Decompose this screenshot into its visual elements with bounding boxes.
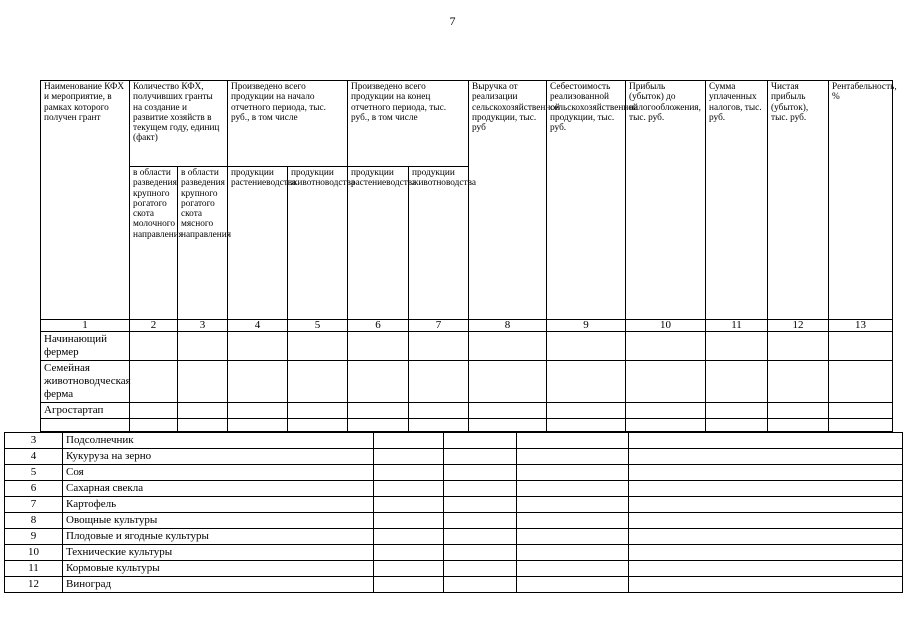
cell bbox=[409, 403, 469, 419]
row-label: Начинающий фермер bbox=[41, 332, 130, 361]
header-end-crop: продукции растениеводства bbox=[348, 167, 409, 320]
header-start-livestock: продукции животноводства bbox=[288, 167, 348, 320]
column-number: 4 bbox=[228, 320, 288, 332]
cell bbox=[444, 449, 517, 465]
header-produced-start: Произведено всего продукции на начало отчетного периода, тыс. руб., в том числе bbox=[228, 81, 348, 167]
crop-row bbox=[5, 481, 903, 497]
cell bbox=[444, 529, 517, 545]
column-number: 7 bbox=[409, 320, 469, 332]
cell bbox=[409, 332, 469, 361]
cell bbox=[348, 332, 409, 361]
cell bbox=[517, 465, 629, 481]
header-net-profit: Чистая прибыль (убыток), тыс. руб. bbox=[768, 81, 829, 320]
crop-row-number: 9 bbox=[5, 529, 63, 545]
cell bbox=[374, 529, 444, 545]
cell bbox=[374, 497, 444, 513]
cell bbox=[228, 332, 288, 361]
cell bbox=[517, 513, 629, 529]
crop-row bbox=[5, 433, 903, 449]
cell bbox=[228, 419, 288, 432]
cell bbox=[829, 403, 893, 419]
column-number: 1 bbox=[41, 320, 130, 332]
header-revenue: Выручка от реализации сельскохозяйственной продукции, тыс. руб bbox=[469, 81, 547, 320]
crop-name: Технические культуры bbox=[63, 545, 374, 561]
cell bbox=[629, 545, 903, 561]
cell bbox=[444, 513, 517, 529]
cell bbox=[228, 361, 288, 403]
header-profitability: Рентабельность, % bbox=[829, 81, 893, 320]
cell bbox=[374, 545, 444, 561]
header-cost: Себестоимость реализованной сельскохозяйственной продукции, тыс. руб. bbox=[547, 81, 626, 320]
cell bbox=[409, 419, 469, 432]
crop-row-number: 11 bbox=[5, 561, 63, 577]
column-number: 2 bbox=[130, 320, 178, 332]
cell bbox=[444, 561, 517, 577]
cell bbox=[444, 481, 517, 497]
cell bbox=[517, 481, 629, 497]
cell bbox=[348, 361, 409, 403]
cell bbox=[626, 332, 706, 361]
crop-name: Плодовые и ягодные культуры bbox=[63, 529, 374, 545]
cell bbox=[517, 545, 629, 561]
cell bbox=[517, 529, 629, 545]
crop-table bbox=[4, 432, 903, 593]
column-number: 11 bbox=[706, 320, 768, 332]
cell bbox=[374, 577, 444, 593]
crop-row bbox=[5, 577, 903, 593]
crop-row bbox=[5, 449, 903, 465]
cell bbox=[517, 561, 629, 577]
cell bbox=[178, 361, 228, 403]
header-count-meat: в области разведения крупного рогатого скота мясного направления bbox=[178, 167, 228, 320]
cell bbox=[348, 403, 409, 419]
column-number: 5 bbox=[288, 320, 348, 332]
crop-row-number: 7 bbox=[5, 497, 63, 513]
cell bbox=[768, 419, 829, 432]
row-label: Агростартап bbox=[41, 403, 130, 419]
header-taxes: Сумма уплаченных налогов, тыс. руб. bbox=[706, 81, 768, 320]
row-label: Семейная животноводческая ферма bbox=[41, 361, 130, 403]
cell bbox=[178, 332, 228, 361]
cell bbox=[629, 481, 903, 497]
cell bbox=[444, 433, 517, 449]
cell bbox=[288, 419, 348, 432]
crop-row-number: 12 bbox=[5, 577, 63, 593]
header-start-crop: продукции растениеводства bbox=[228, 167, 288, 320]
cell bbox=[829, 419, 893, 432]
cell bbox=[130, 332, 178, 361]
cell bbox=[178, 419, 228, 432]
crop-name: Картофель bbox=[63, 497, 374, 513]
crop-name: Сахарная свекла bbox=[63, 481, 374, 497]
cell bbox=[444, 577, 517, 593]
cell bbox=[547, 403, 626, 419]
table-row bbox=[41, 332, 893, 361]
cell bbox=[629, 577, 903, 593]
grant-report-table bbox=[40, 80, 897, 432]
cell bbox=[629, 465, 903, 481]
crop-row bbox=[5, 529, 903, 545]
cell bbox=[626, 403, 706, 419]
crop-name: Подсолнечник bbox=[63, 433, 374, 449]
cell bbox=[374, 465, 444, 481]
cell bbox=[178, 403, 228, 419]
crop-row bbox=[5, 465, 903, 481]
header-profit-before-tax: Прибыль (убыток) до налогообложения, тыс. руб. bbox=[626, 81, 706, 320]
cell bbox=[706, 419, 768, 432]
cell bbox=[288, 332, 348, 361]
cell bbox=[629, 513, 903, 529]
cell bbox=[829, 332, 893, 361]
cell bbox=[517, 577, 629, 593]
table-row bbox=[41, 419, 893, 432]
column-number: 10 bbox=[626, 320, 706, 332]
cell bbox=[130, 361, 178, 403]
header-count: Количество КФХ, получивших гранты на создание и развитие хозяйств в текущем году, единиц (факт) bbox=[130, 81, 228, 167]
column-number-row bbox=[41, 320, 893, 332]
cell bbox=[469, 332, 547, 361]
cell bbox=[409, 361, 469, 403]
crop-row-number: 8 bbox=[5, 513, 63, 529]
column-number: 3 bbox=[178, 320, 228, 332]
cell bbox=[547, 361, 626, 403]
crop-row-number: 4 bbox=[5, 449, 63, 465]
cell bbox=[629, 449, 903, 465]
cell bbox=[706, 332, 768, 361]
cell bbox=[130, 403, 178, 419]
header-name: Наименование КФХ и мероприятие, в рамках которого получен грант bbox=[41, 81, 130, 320]
cell bbox=[374, 449, 444, 465]
cell bbox=[444, 545, 517, 561]
cell bbox=[444, 465, 517, 481]
crop-row bbox=[5, 561, 903, 577]
cell bbox=[706, 403, 768, 419]
cell bbox=[629, 497, 903, 513]
cell bbox=[374, 513, 444, 529]
cell bbox=[768, 403, 829, 419]
header-end-livestock: продукции животноводства bbox=[409, 167, 469, 320]
cell bbox=[469, 361, 547, 403]
crop-row-number: 3 bbox=[5, 433, 63, 449]
crop-name: Кормовые культуры bbox=[63, 561, 374, 577]
cell bbox=[829, 361, 893, 403]
crop-name: Овощные культуры bbox=[63, 513, 374, 529]
header-produced-end: Произведено всего продукции на конец отчетного периода, тыс. руб., в том числе bbox=[348, 81, 469, 167]
crop-name: Виноград bbox=[63, 577, 374, 593]
table-row bbox=[41, 403, 893, 419]
cell bbox=[706, 361, 768, 403]
cell bbox=[626, 419, 706, 432]
crop-row bbox=[5, 497, 903, 513]
cell bbox=[469, 419, 547, 432]
cell bbox=[469, 403, 547, 419]
column-number: 9 bbox=[547, 320, 626, 332]
crop-name: Кукуруза на зерно bbox=[63, 449, 374, 465]
cell bbox=[348, 419, 409, 432]
cell bbox=[517, 449, 629, 465]
cell bbox=[374, 481, 444, 497]
crop-row bbox=[5, 513, 903, 529]
cell bbox=[374, 561, 444, 577]
cell bbox=[629, 561, 903, 577]
page-number: 7 bbox=[449, 14, 456, 28]
cell bbox=[768, 361, 829, 403]
cell bbox=[547, 419, 626, 432]
crop-row-number: 10 bbox=[5, 545, 63, 561]
cell bbox=[374, 433, 444, 449]
cell bbox=[547, 332, 626, 361]
cell bbox=[228, 403, 288, 419]
cell bbox=[629, 529, 903, 545]
column-number: 6 bbox=[348, 320, 409, 332]
cell bbox=[517, 433, 629, 449]
cell bbox=[517, 497, 629, 513]
header-count-dairy: в области разведения крупного рогатого скота молочного направления bbox=[130, 167, 178, 320]
cell bbox=[288, 403, 348, 419]
cell bbox=[130, 419, 178, 432]
cell bbox=[629, 433, 903, 449]
cell bbox=[288, 361, 348, 403]
column-number: 12 bbox=[768, 320, 829, 332]
cell bbox=[626, 361, 706, 403]
cell bbox=[444, 497, 517, 513]
row-label bbox=[41, 419, 130, 432]
crop-row-number: 6 bbox=[5, 481, 63, 497]
table-row bbox=[41, 361, 893, 403]
column-number: 13 bbox=[829, 320, 893, 332]
crop-row bbox=[5, 545, 903, 561]
column-number: 8 bbox=[469, 320, 547, 332]
cell bbox=[768, 332, 829, 361]
crop-name: Соя bbox=[63, 465, 374, 481]
crop-row-number: 5 bbox=[5, 465, 63, 481]
